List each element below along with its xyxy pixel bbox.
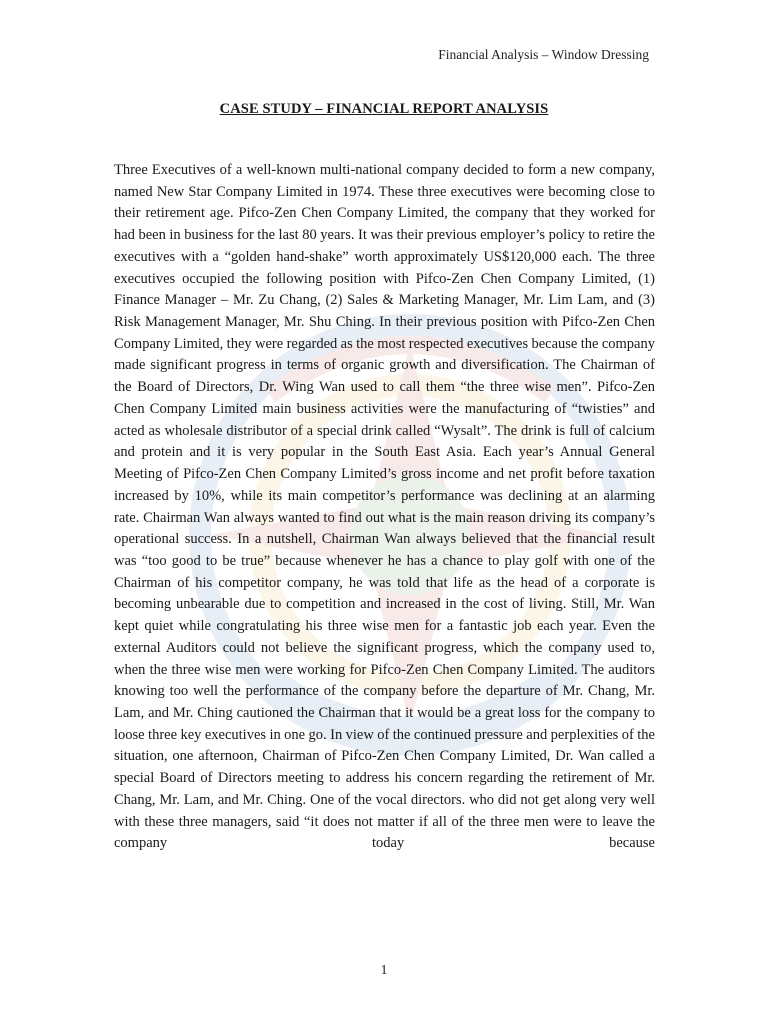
document-title: CASE STUDY – FINANCIAL REPORT ANALYSIS [219,101,549,117]
running-header: Financial Analysis – Window Dressing [438,47,649,62]
body-paragraph: Three Executives of a well-known multi-national company decided to form a new company, named New Star Company Limited in 1974. These three executives were becoming close to their retirement age. Pifco-Zen Chen Company Limited, the company that they worked for had been in business for the last 80 years. It was their previous employer’s policy to retire the executives with a “golden hand-shake” worth approximately US$120,000 each. The three executives occupied the following position with Pifco-Zen Chen Company Limited, (1) Finance Manager – Mr. Zu Chang, (2) Sales & Marketing Manager, Mr. Lim Lam, and (3) Risk Management Manager, Mr. Shu Ching. In their previous position with Pifco-Zen Chen Company Limited, they were regarded as the most respected executives because the company made significant progress in terms of organic growth and diversification. The Chairman of the Board of Directors, Dr. Wing Wan used to call them “the three wise men”. Pifco-Zen Chen Company Limited main business activities were the manufacturing of “twisties” and acted as wholesale distributor of a special drink called “Wysalt”. The drink is full of calcium and protein and it is very popular in the South East Asia. Each year’s Annual General Meeting of Pifco-Zen Chen Company Limited’s gross income and net profit before taxation increased by 10%, while its main competitor’s performance was declining at an alarming rate. Chairman Wan always wanted to find out what is the main reason driving its company’s operational success. In a nutshell, Chairman Wan always believed that the financial result was “too good to be true” because whenever he has a chance to play golf with one of the Chairman of his competitor company, he was told that life as the head of a corporate is becoming unbearable due to competition and increased in the cost of living. Still, Mr. Wan kept quiet while congratulating his three wise men for a fantastic job each year. Even the external Auditors could not believe the significant progress, which the company used to, when the three wise men were working for Pifco-Zen Chen Company Limited. The auditors knowing too well the performance of the company before the departure of Mr. Chang, Mr. Lam, and Mr. Ching cautioned the Chairman that it would be a great loss for the company to loose three key executives in one go. In view of the continued pressure and perplexities of the situation, one afternoon, Chairman of Pifco-Zen Chen Company Limited, Dr. Wan called a special Board of Directors meeting to address his concern regarding the retirement of Mr. Chang, Mr. Lam, and Mr. Ching. One of the vocal directors. who did not get along very well with these three managers, said “it does not matter if all of the three men were to leave the company today because [114,162,655,852]
page-number: 1 [380,962,388,977]
